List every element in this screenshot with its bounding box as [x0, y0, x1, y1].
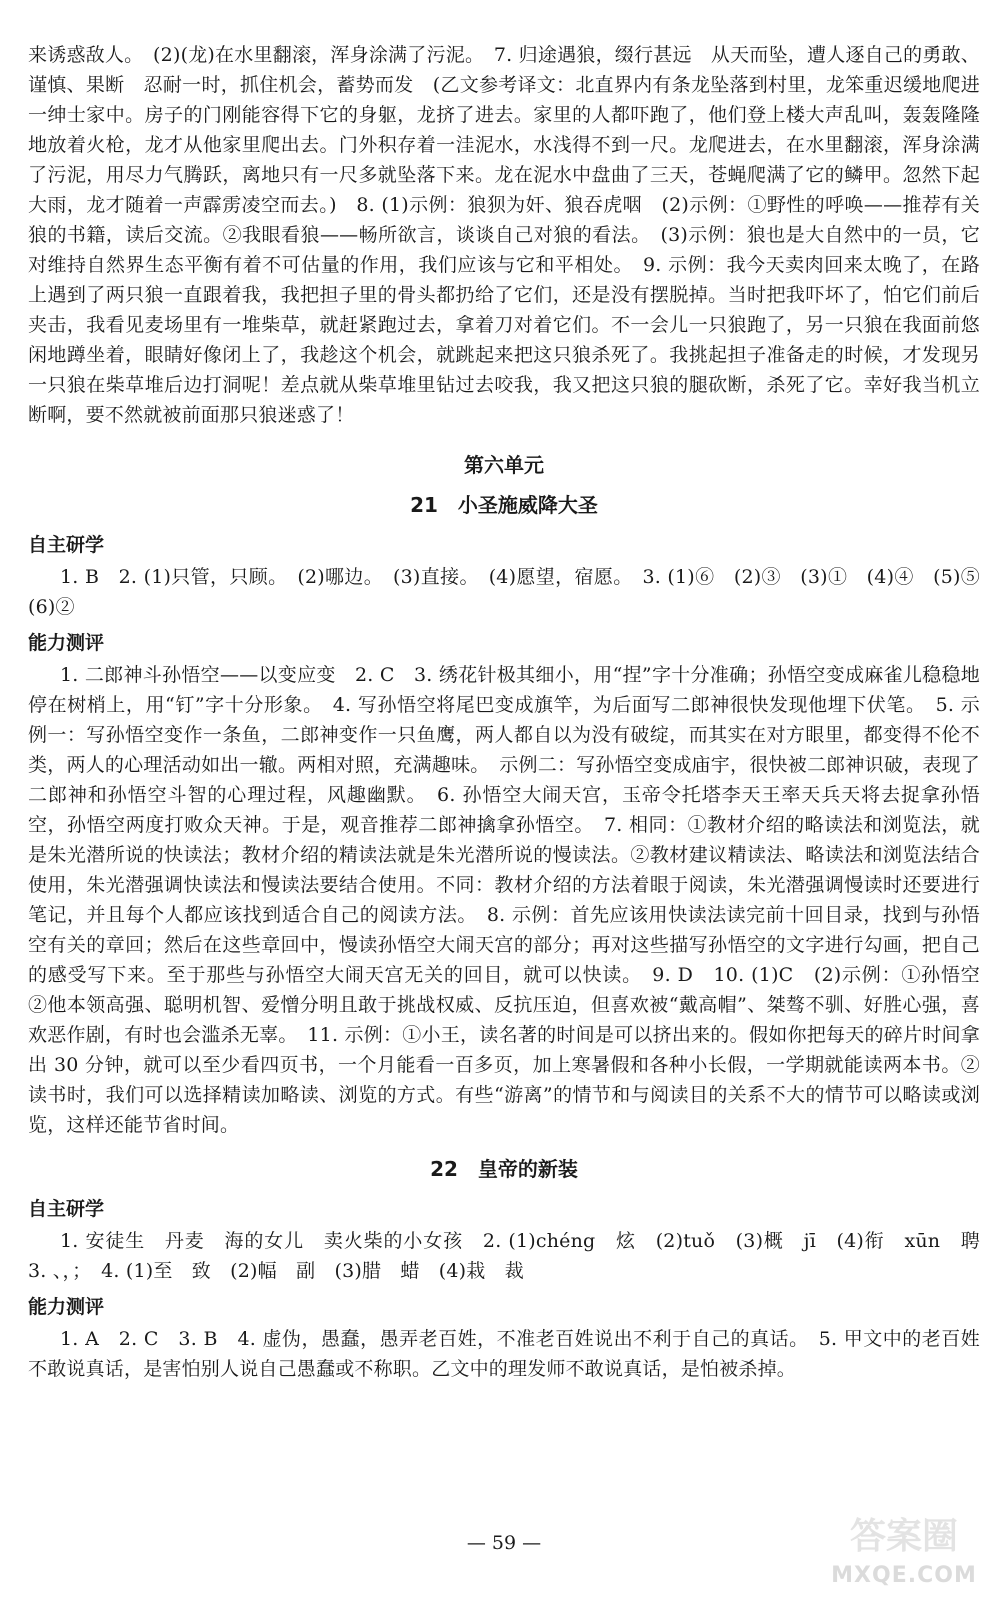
answer-paragraph-continued: 来诱惑敌人。 (2)(龙)在水里翻滚，浑身涂满了污泥。 7. 归途遇狼，缀行甚远 从天而坠，遭人逐自己的勇敢、谨慎、果断 忍耐一时，抓住机会，蓄势而发 (乙文参考译文：北直界内有条龙坠落到村里，龙笨重迟缓地爬进一绅士家中。房子的门刚能容得下它的身躯，龙挤了进去。家里的人都吓跑了，他们登上楼大声乱叫，轰轰隆隆地放着火枪，龙才从他家里爬出去。门外积存着一洼泥水，水浅得不到一尺。龙爬进去，在水里翻滚，浑身涂满了污泥，用尽力气腾跃，离地只有一尺多就坠落下来。龙在泥水中盘曲了三天，苍蝇爬满了它的鳞甲。忽然下起大雨，龙才随着一声霹雳凌空而去。) 8. (1)示例：狼狈为奸、狼吞虎咽 (2)示例：①野性的呼唤——推荐有关狼的书籍，读后交流。②我眼看狼——畅所欲言，谈谈自己对狼的看法。 (3)示例：狼也是大自然中的一员，它对维持自然界生态平衡有着不可估量的作用，我们应该与它和平相处。 9. 示例：我今天卖肉回来太晚了，在路上遇到了两只狼一直跟着我，我把担子里的骨头都扔给了它们，还是没有摆脱掉。当时把我吓坏了，怕它们前后夹击，我看见麦场里有一堆柴草，就赶紧跑过去，拿着刀对着它们。不一会儿一只狼跑了，另一只狼在我面前悠闲地蹲坐着，眼睛好像闭上了，我趁这个机会，就跳起来把这只狼杀死了。我挑起担子准备走的时候，才发现另一只狼在柴草堆后边打洞呢！差点就从柴草堆里钻过去咬我，我又把这只狼的腿砍断，杀死了它。幸好我当机立断啊，要不然就被前面那只狼迷惑了！: [28, 44, 980, 426]
lesson-22-ability-answers: 1. A 2. C 3. B 4. 虚伪，愚蠢，愚弄老百姓，不准老百姓说出不利于自己的真话。 5. 甲文中的老百姓不敢说真话，是害怕别人说自己愚蠢或不称职。乙文中的理发师不敢说真话，是怕被杀掉。: [28, 1328, 980, 1380]
page-content: [28, 40, 1000, 1384]
watermark-logo-text: 答案圈: [849, 1516, 958, 1557]
unit-title: 第六单元: [464, 453, 544, 477]
lesson-22-title: 22 皇帝的新装: [430, 1157, 578, 1181]
watermark-site-text: MXQE.COM: [831, 1563, 977, 1588]
lesson-21-ability-heading: 能力测评: [28, 632, 105, 654]
lesson-22-self-study-answers: 1. 安徒生 丹麦 海的女儿 卖火柴的小女孩 2. (1)chéng 炫 (2)tuǒ (3)概 jī (4)衔 xūn 聘 3. 、，； 4. (1)至 致 (2)幅 副 (3)腊 蜡 (4)栽 裁: [28, 1230, 1000, 1282]
lesson-22-self-study-heading: 自主研学: [28, 1198, 105, 1220]
page-number: — 59 —: [466, 1532, 542, 1554]
lesson-21-title: 21 小圣施威降大圣: [410, 493, 598, 517]
lesson-21-self-study-answers: 1. B 2. (1)只管，只顾。 (2)哪边。 (3)直接。 (4)愿望，宿愿。 3. (1)⑥ (2)③ (3)① (4)④ (5)⑤ (6)②: [28, 566, 1000, 618]
watermark-logo: [814, 1508, 994, 1588]
lesson-22-ability-heading: 能力测评: [28, 1296, 105, 1318]
lesson-21-self-study-heading: 自主研学: [28, 534, 105, 556]
lesson-21-ability-answers: 1. 二郎神斗孙悟空——以变应变 2. C 3. 绣花针极其细小，用“捏”字十分准确；孙悟空变成麻雀儿稳稳地停在树梢上，用“钉”字十分形象。 4. 写孙悟空将尾巴变成旗竿，为后面写二郎神很快发现他埋下伏笔。 5. 示例一：写孙悟空变作一条鱼，二郎神变作一只鱼鹰，两人都自以为没有破绽，而其实在对方眼里，都变得不伦不类，两人的心理活动如出一辙。两相对照，充满趣味。 示例二：写孙悟空变成庙宇，很快被二郎神识破，表现了二郎神和孙悟空斗智的心理过程，风趣幽默。 6. 孙悟空大闹天宫，玉帝令托塔李天王率天兵天将去捉拿孙悟空，孙悟空两度打败众天神。于是，观音推荐二郎神擒拿孙悟空。 7. 相同：①教材介绍的略读法和浏览法，就是朱光潜所说的快读法；教材介绍的精读法就是朱光潜所说的慢读法。②教材建议精读法、略读法和浏览法结合使用，朱光潜强调快读法和慢读法要结合使用。不同：教材介绍的方法着眼于阅读，朱光潜强调慢读时还要进行笔记，并且每个人都应该找到适合自己的阅读方法。 8. 示例：首先应该用快读法读完前十回目录，找到与孙悟空有关的章回；然后在这些章回中，慢读孙悟空大闹天宫的部分；再对这些描写孙悟空的文字进行勾画，把自己的感受写下来。至于那些与孙悟空大闹天宫无关的回目，就可以快读。 9. D 10. (1)C (2)示例：①孙悟空 ②他本领高强、聪明机智、爱憎分明且敢于挑战权威、反抗压迫，但喜欢被“戴高帽”、桀骜不驯、好胜心强，喜欢恶作剧，有时也会滥杀无辜。 11. 示例：①小王，读名著的时间是可以挤出来的。假如你把每天的碎片时间拿出 30 分钟，就可以至少看四页书，一个月能看一百多页，加上寒暑假和各种小长假，一学期就能读两本书。②读书时，我们可以选择精读加略读、浏览的方式。有些“游离”的情节和与阅读目的关系不大的情节可以略读或浏览，这样还能节省时间。: [28, 664, 1000, 1136]
